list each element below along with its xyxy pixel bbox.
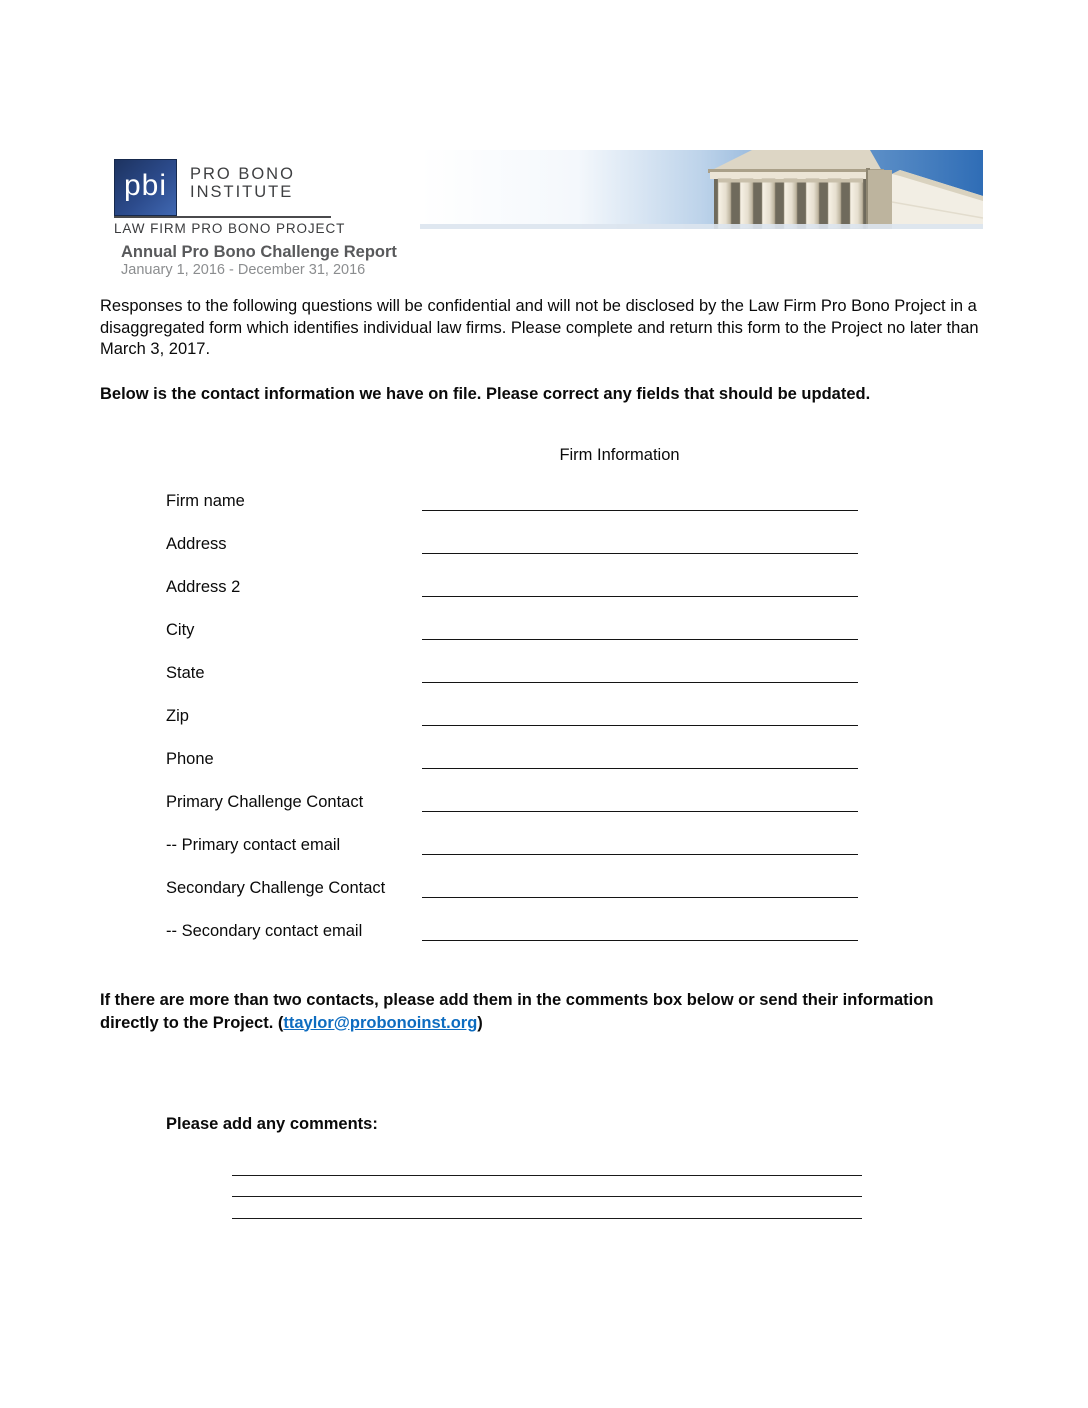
- primary-challenge-contact-field[interactable]: [422, 792, 858, 812]
- contacts-note-text-after: ): [477, 1013, 483, 1032]
- logo-org-name-line2: INSTITUTE: [190, 182, 294, 201]
- phone-field[interactable]: [422, 749, 858, 769]
- update-instruction: Below is the contact information we have on file. Please correct any fields that should be updated.: [100, 385, 871, 403]
- form-row: [166, 597, 858, 640]
- intro-paragraph: Responses to the following questions will be confidential and will not be disclosed by the Law Firm Pro Bono Project in a disaggregated form which identifies individual law firms. Please complete and return this form to the Project no later than March 3, 2017.: [100, 297, 979, 358]
- form-row: [166, 468, 858, 511]
- primary-contact-email-field[interactable]: [422, 835, 858, 855]
- field-label-zip: Zip: [166, 707, 189, 725]
- form-row: [166, 511, 858, 554]
- secondary-contact-email-field[interactable]: [422, 921, 858, 941]
- field-label-address-2: Address 2: [166, 578, 241, 596]
- comments-box: [232, 1154, 862, 1219]
- field-label-address: Address: [166, 535, 227, 553]
- form-row: [166, 855, 858, 898]
- logo-divider: [114, 216, 331, 218]
- form-row: [166, 640, 858, 683]
- comment-line-2[interactable]: [232, 1176, 862, 1198]
- firm-name-field[interactable]: [422, 491, 858, 511]
- form-row: [166, 683, 858, 726]
- comment-line-3[interactable]: [232, 1197, 862, 1219]
- field-label-city: City: [166, 621, 195, 639]
- address-field[interactable]: [422, 534, 858, 554]
- report-title: Annual Pro Bono Challenge Report: [121, 243, 397, 261]
- additional-contacts-note: [100, 989, 955, 1034]
- city-field[interactable]: [422, 620, 858, 640]
- field-label-state: State: [166, 664, 205, 682]
- zip-field[interactable]: [422, 706, 858, 726]
- field-label-primary-contact-email: -- Primary contact email: [166, 836, 341, 854]
- logo-org-name: [190, 166, 295, 201]
- form-row: [166, 554, 858, 597]
- form-row: [166, 812, 858, 855]
- logo-org-name-line1: PRO BONO: [190, 165, 295, 183]
- firm-information-form: [166, 468, 858, 941]
- field-label-secondary-contact-email: -- Secondary contact email: [166, 922, 363, 940]
- form-row: [166, 769, 858, 812]
- address-2-field[interactable]: [422, 577, 858, 597]
- field-label-firm-name: Firm name: [166, 492, 245, 510]
- pbi-logo-acronym: pbi: [123, 168, 168, 202]
- pbi-logo: [114, 159, 177, 216]
- state-field[interactable]: [422, 663, 858, 683]
- form-row: [166, 898, 858, 941]
- form-row: [166, 726, 858, 769]
- field-label-secondary-challenge-contact: Secondary Challenge Contact: [166, 879, 386, 897]
- email-link[interactable]: ttaylor@probonoinst.org: [283, 1013, 478, 1032]
- section-title-firm-information: Firm Information: [559, 446, 680, 464]
- secondary-challenge-contact-field[interactable]: [422, 878, 858, 898]
- logo-subtitle: LAW FIRM PRO BONO PROJECT: [114, 221, 346, 236]
- field-label-primary-challenge-contact: Primary Challenge Contact: [166, 793, 364, 811]
- comments-label: Please add any comments:: [166, 1115, 378, 1133]
- contacts-note-text-before: If there are more than two contacts, please add them in the comments box below or send their information directly to the Project. (: [100, 991, 934, 1032]
- report-period: January 1, 2016 - December 31, 2016: [121, 262, 366, 278]
- field-label-phone: Phone: [166, 750, 214, 768]
- courthouse-banner-image: [420, 150, 983, 229]
- comment-line-1[interactable]: [232, 1154, 862, 1176]
